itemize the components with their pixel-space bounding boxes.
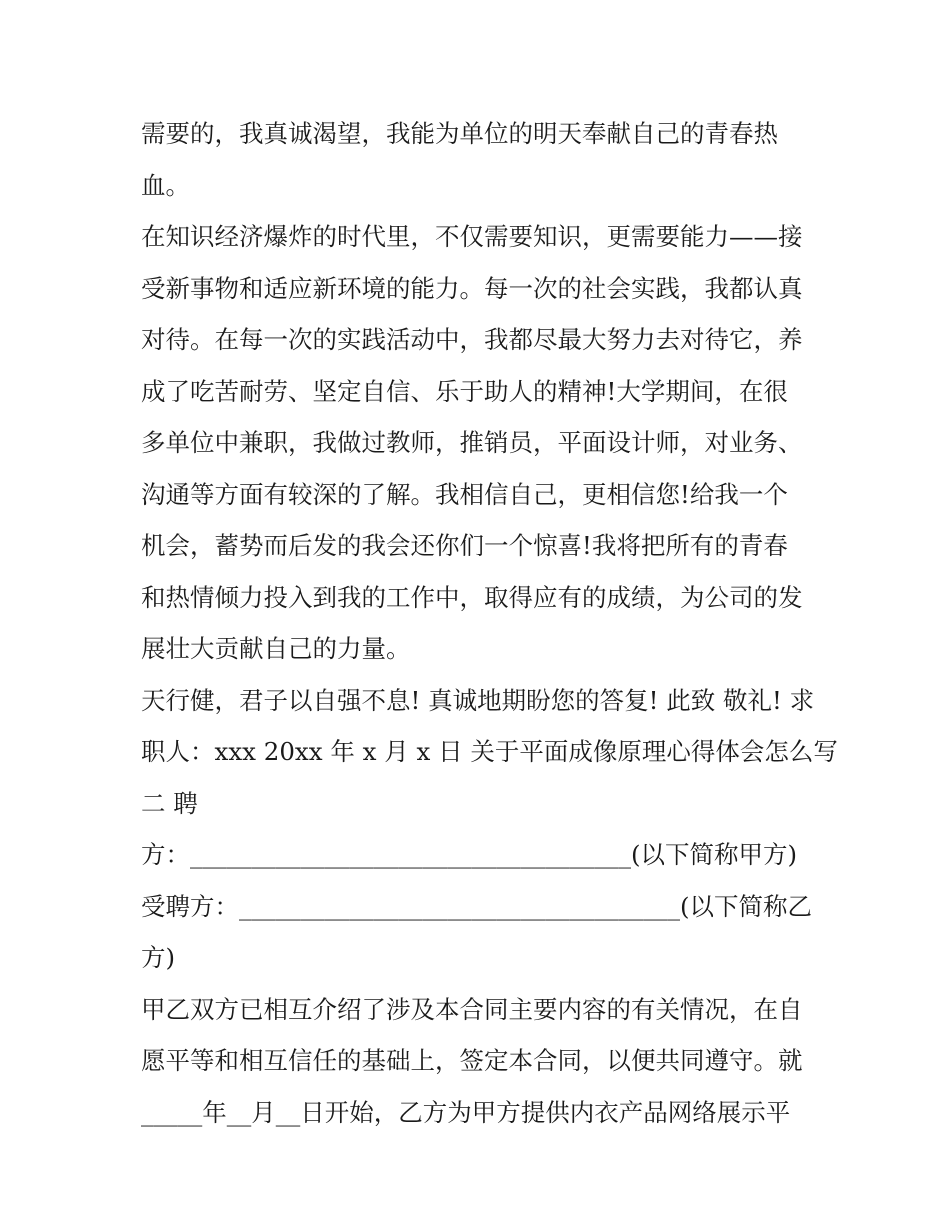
text-line: 展壮大贡献自己的力量。 <box>141 634 411 663</box>
text-line: 天行健，君子以自强不息! 真诚地期盼您的答复! 此致 敬礼! 求 <box>141 685 815 715</box>
text-line: 成了吃苦耐劳、坚定自信、乐于助人的精神!大学期间，在很 <box>141 376 788 406</box>
text-line: 和热情倾力投入到我的工作中，取得应有的成绩，为公司的发 <box>141 582 803 612</box>
text-line: 对待。在每一次的实践活动中，我都尽最大努力去对待它，养 <box>141 325 803 354</box>
text-line: 沟通等方面有较深的了解。我相信自己，更相信您!给我一个 <box>141 479 788 509</box>
text-line: 血。 <box>141 170 190 200</box>
text-line: 多单位中兼职，我做过教师，推销员，平面设计师，对业务、 <box>141 428 803 457</box>
text-line: 甲乙双方已相互介绍了涉及本合同主要内容的有关情况，在自 <box>141 994 803 1024</box>
text-line: 方) <box>141 943 176 972</box>
text-line: 机会，蓄势而后发的我会还你们一个惊喜!我将把所有的青春 <box>141 531 788 560</box>
text-line: 在知识经济爆炸的时代里，不仅需要知识，更需要能力——接 <box>141 222 803 251</box>
text-line: 愿平等和相互信任的基础上，签定本合同，以便共同遵守。就 <box>141 1046 803 1075</box>
text-line: _____年__月__日开始，乙方为甲方提供内衣产品网络展示平 <box>141 1097 791 1127</box>
text-line: 受新事物和适应新环境的能力。每一次的社会实践，我都认真 <box>141 273 803 303</box>
text-line: 需要的，我真诚渴望，我能为单位的明天奉献自己的青春热 <box>141 119 778 148</box>
document-body <box>141 108 838 1138</box>
text-line: 受聘方：____________________________________(以下简称乙 <box>141 891 813 921</box>
text-line: 二 聘 <box>141 788 198 818</box>
text-line: 职人：xxx 20xx 年 x 月 x 日 关于平面成像原理心得体会怎么写 <box>141 737 838 766</box>
text-line: 方：____________________________________(以下简称甲方) <box>141 840 798 869</box>
